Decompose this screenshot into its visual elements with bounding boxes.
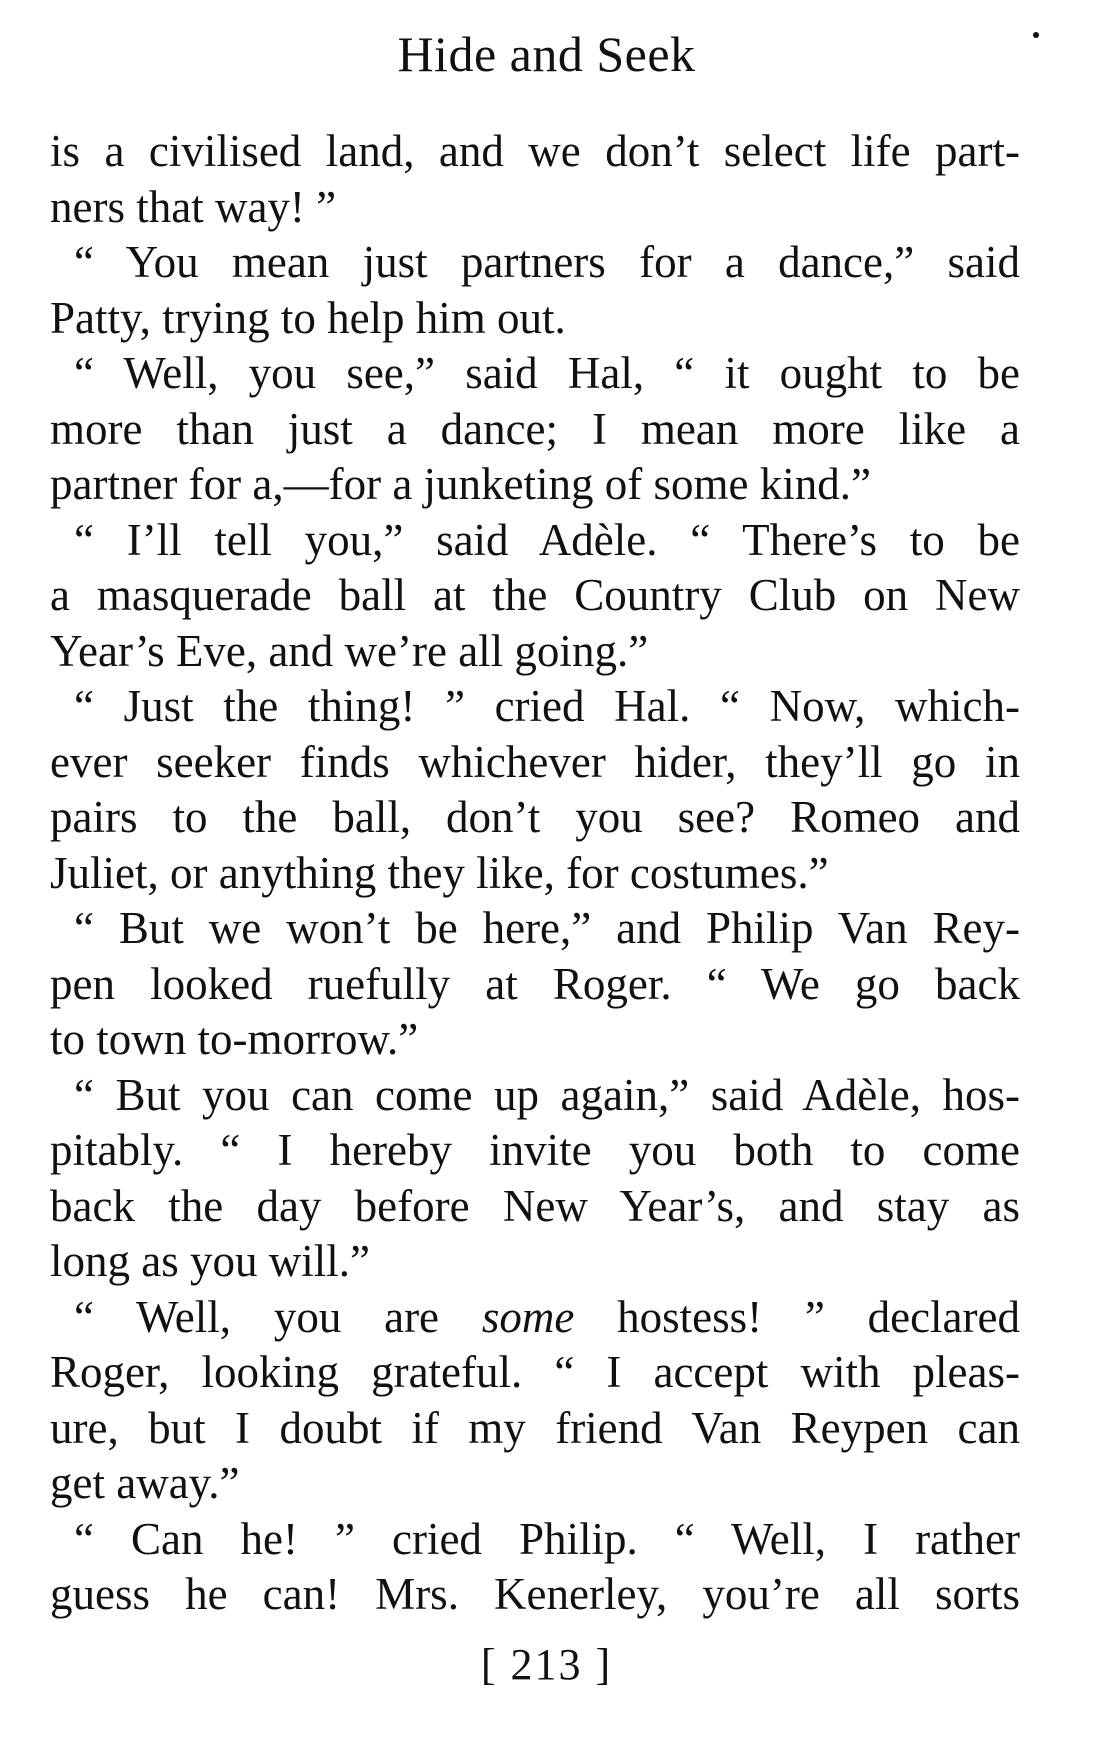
text-line: get away.”: [50, 1458, 240, 1508]
text-line: “ But you can come up again,” said Adèle, hos-: [74, 1069, 1020, 1120]
text-line: Roger, looking grateful. “ I accept with pleas-: [50, 1347, 1020, 1397]
text-line: Year’s Eve, and we’re all going.”: [50, 625, 649, 676]
text-line: pairs to the ball, don’t you see? Romeo and: [50, 792, 1020, 842]
text-line: “ You mean just partners for a dance,” said: [74, 237, 1020, 287]
text-line: partner for a,—for a junketing of some kind.”: [50, 459, 871, 509]
text-line: pitably. “ I hereby invite you both to come: [50, 1125, 1020, 1175]
text-line: ure, but I doubt if my friend Van Reypen can: [50, 1402, 1020, 1453]
page-number: [ 213 ]: [480, 1640, 613, 1689]
emphasis: some: [481, 1291, 575, 1342]
text-line: back the day before New Year’s, and stay as: [50, 1180, 1020, 1231]
text-line: pen looked ruefully at Roger. “ We go back: [50, 958, 1020, 1009]
text-line: long as you will.”: [50, 1236, 370, 1286]
text-line: “ Just the thing! ” cried Hal. “ Now, which-: [74, 681, 1020, 731]
ink-dot: [1033, 32, 1039, 38]
text-line: “ Can he! ” cried Philip. “ Well, I rather: [74, 1513, 1020, 1564]
running-head: Hide and Seek: [397, 26, 696, 82]
text-line: a masquerade ball at the Country Club on New: [50, 570, 1020, 620]
text-line: to town to-morrow.”: [50, 1014, 419, 1064]
text-line: Juliet, or anything they like, for costumes.”: [50, 847, 829, 898]
text-line: “ I’ll tell you,” said Adèle. “ There’s to be: [74, 514, 1020, 565]
text-line: is a civilised land, and we don’t select life part-: [50, 126, 1020, 176]
text-line: more than just a dance; I mean more like a: [50, 403, 1020, 454]
text-line: Patty, trying to help him out.: [50, 292, 566, 343]
text-line: ever seeker finds whichever hider, they’ll go in: [50, 736, 1020, 787]
text-line: guess he can! Mrs. Kenerley, you’re all sorts: [50, 1569, 1020, 1619]
body-text: [50, 124, 1020, 1623]
text-line: ners that way! ”: [50, 181, 337, 232]
text-line: “ Well, you are some hostess! ” declared: [74, 1291, 1020, 1342]
text-line: “ Well, you see,” said Hal, “ it ought to be: [74, 348, 1020, 398]
text-line: “ But we won’t be here,” and Philip Van Rey-: [74, 903, 1020, 953]
